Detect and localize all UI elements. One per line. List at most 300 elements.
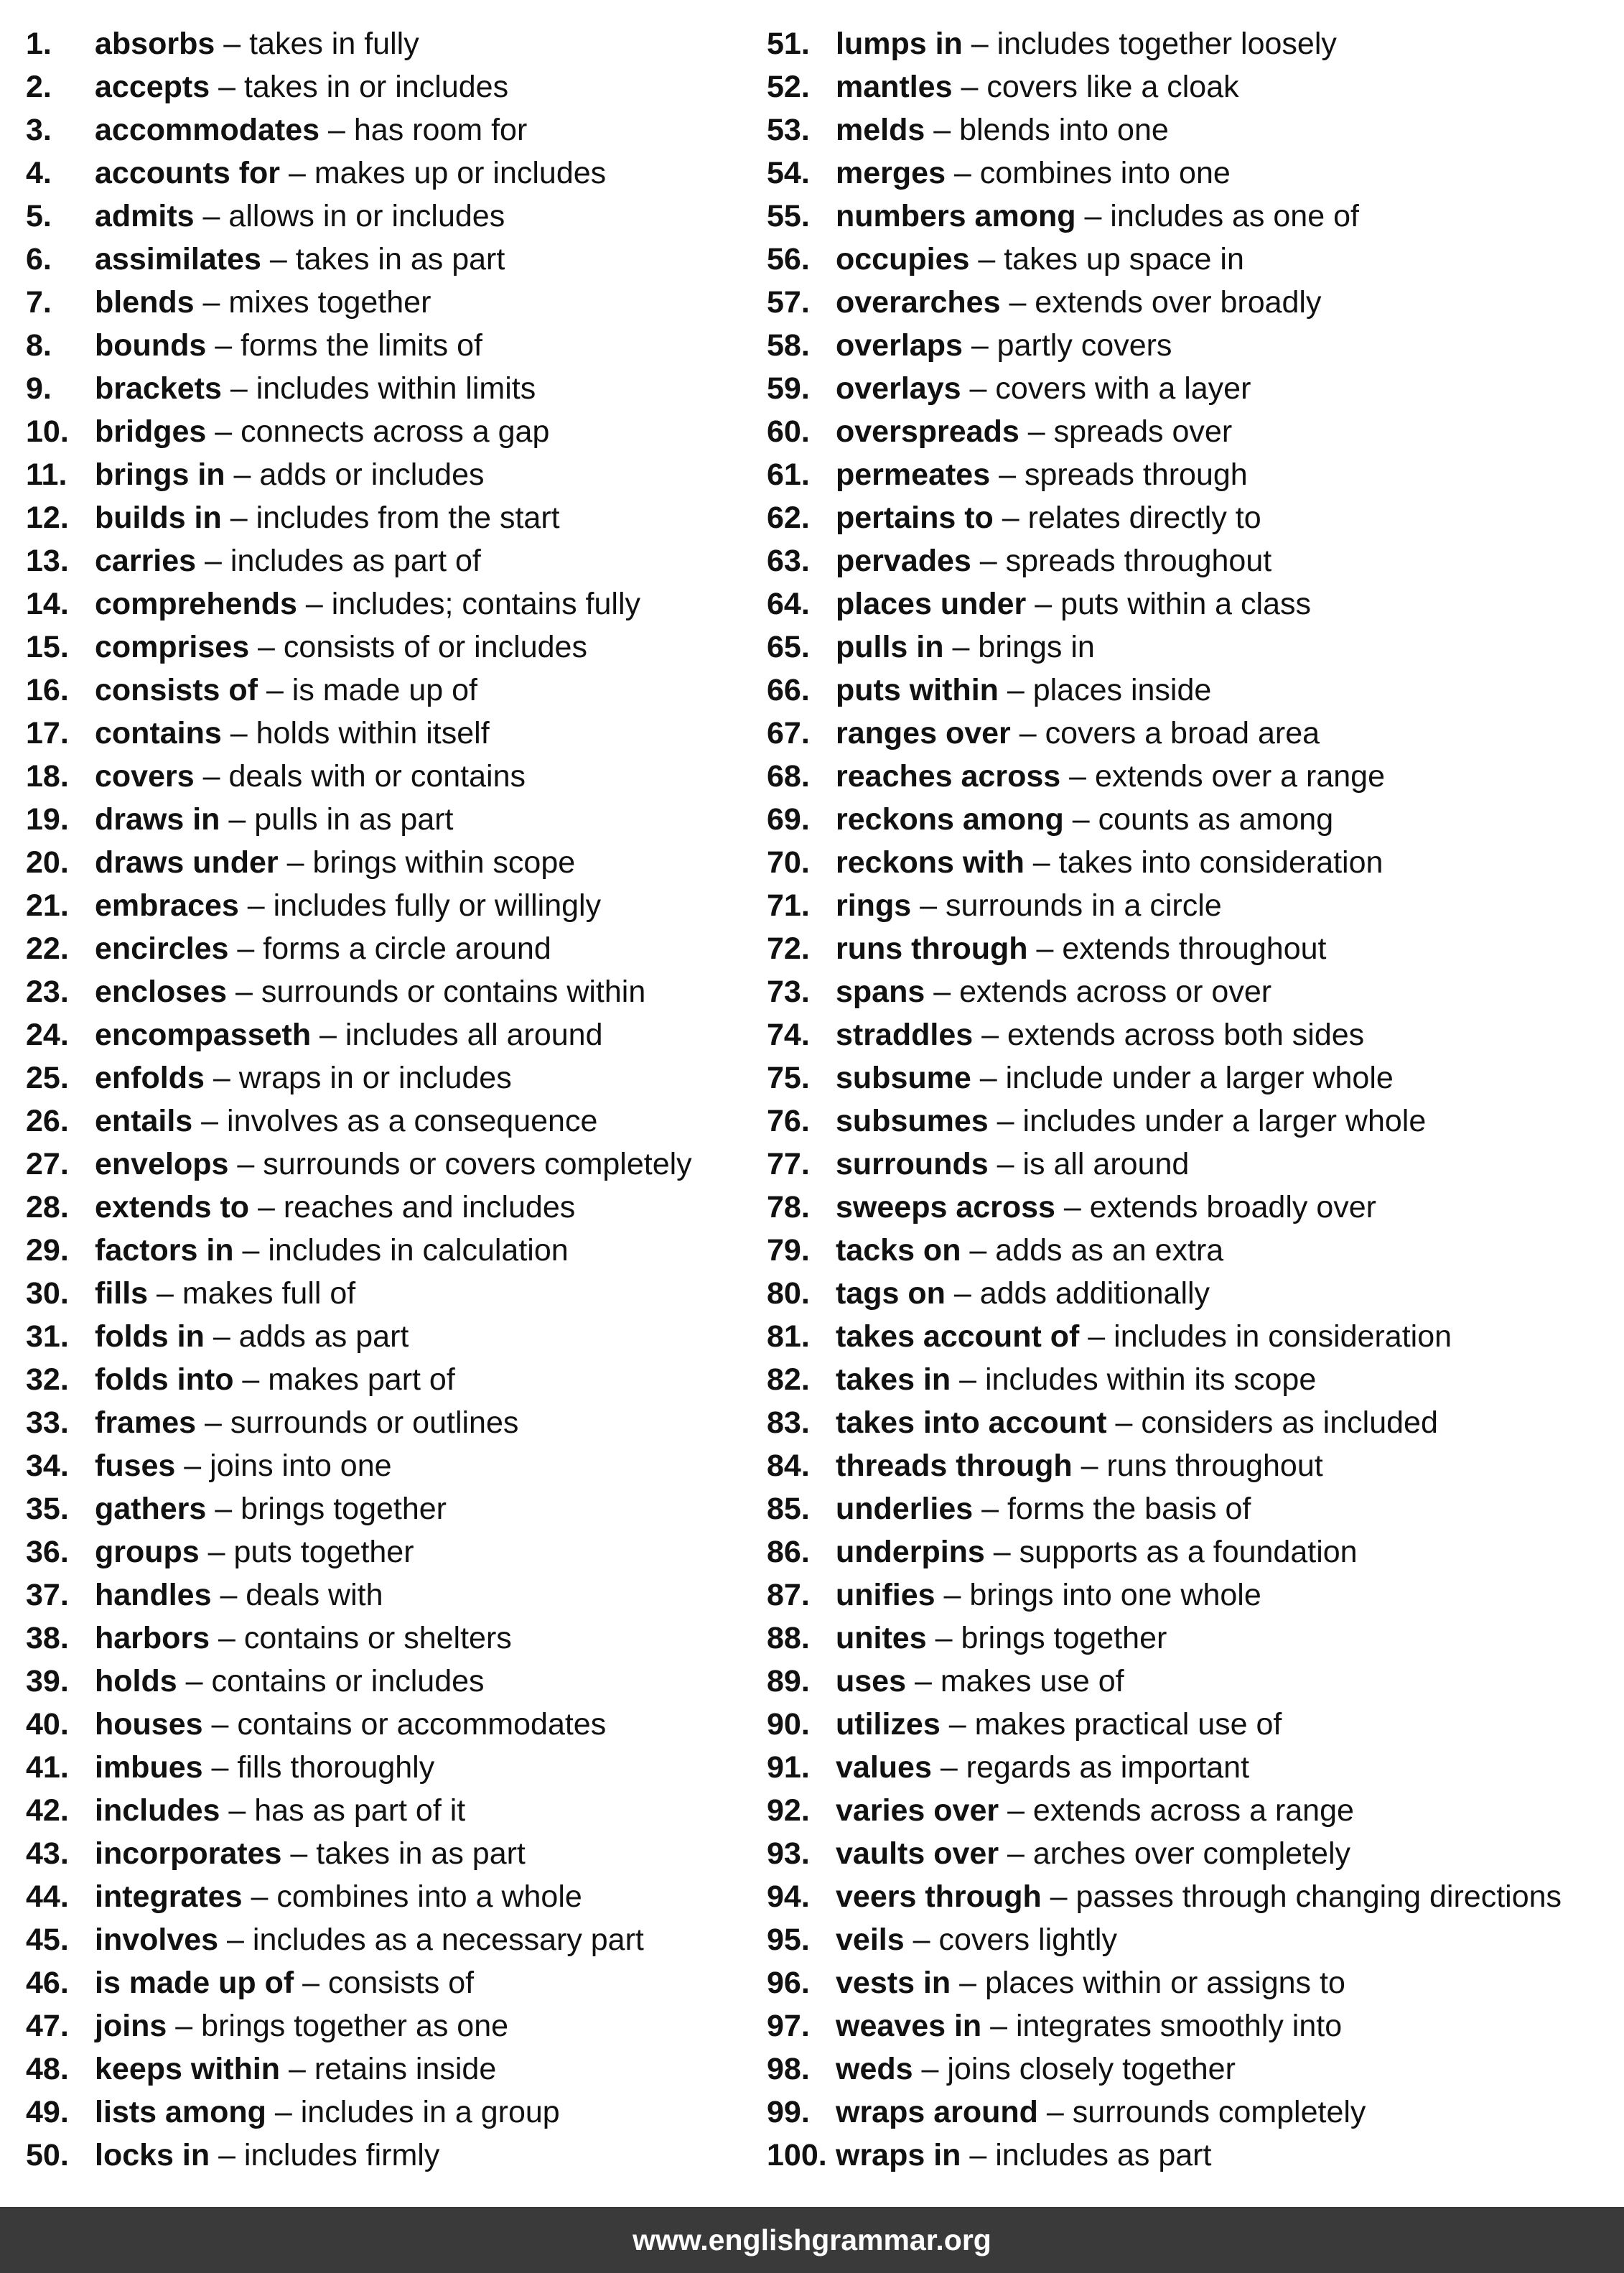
item-number: 80. [767,1276,810,1311]
list-item [767,755,1621,798]
item-number: 43. [26,1836,69,1871]
list-item [26,496,744,539]
item-number: 47. [26,2009,69,2043]
item-term: keeps within [95,2052,281,2086]
item-number: 82. [767,1362,810,1397]
item-definition: – involves as a consequence [192,1104,598,1138]
item-number: 78. [767,1190,810,1224]
list-item [767,2134,1621,2177]
item-definition: – brings within scope [278,845,576,880]
item-definition: – makes use of [906,1664,1124,1698]
item-definition: – places within or assigns to [951,1966,1345,2000]
item-term: tacks on [836,1233,961,1268]
item-definition: – has as part of it [220,1793,466,1828]
list-item [767,195,1621,238]
item-definition: – supports as a foundation [984,1535,1358,1569]
item-term: brackets [95,371,222,406]
item-definition: – makes practical use of [940,1707,1282,1742]
item-term: takes into account [836,1405,1107,1440]
item-definition: – deals with or contains [194,759,526,794]
item-term: accounts for [95,156,281,190]
item-number: 7. [26,285,52,320]
item-term: underlies [836,1492,974,1526]
item-number: 15. [26,630,69,664]
item-definition: – surrounds in a circle [911,888,1222,923]
item-definition: – combines into one [945,156,1231,190]
item-number: 27. [26,1147,69,1181]
item-number: 87. [767,1578,810,1612]
item-number: 32. [26,1362,69,1397]
item-number: 48. [26,2052,69,2086]
item-number: 34. [26,1449,69,1483]
item-definition: – extends throughout [1027,931,1327,966]
item-term: builds in [95,501,222,535]
item-term: folds into [95,1362,234,1397]
item-definition: – surrounds or outlines [196,1405,519,1440]
list-item [26,927,744,970]
item-number: 86. [767,1535,810,1569]
list-item [767,1789,1621,1832]
list-item [26,626,744,669]
item-term: contains [95,716,222,750]
item-term: overspreads [836,414,1019,449]
list-item [26,1961,744,2004]
item-number: 63. [767,544,810,578]
item-definition: – surrounds or contains within [227,975,646,1009]
list-item [767,65,1621,108]
item-term: subsume [836,1061,971,1095]
item-definition: – passes through changing directions [1041,1879,1562,1914]
item-definition: – consists of or includes [249,630,587,664]
list-item [26,1056,744,1100]
item-definition: – forms the basis of [973,1492,1251,1526]
list-item [767,1530,1621,1574]
item-number: 37. [26,1578,69,1612]
list-item [26,841,744,884]
item-definition: – makes part of [233,1362,455,1397]
list-item [767,1832,1621,1875]
footer-bar [0,2207,1624,2273]
item-number: 42. [26,1793,69,1828]
item-definition: – contains or accommodates [202,1707,607,1742]
list-item [767,798,1621,841]
item-number: 68. [767,759,810,794]
item-term: lists among [95,2095,266,2129]
item-number: 51. [767,27,810,61]
list-item [767,2091,1621,2134]
item-term: uses [836,1664,907,1698]
item-number: 17. [26,716,69,750]
item-definition: – brings together [206,1492,447,1526]
list-item [767,410,1621,453]
list-item [767,626,1621,669]
list-item [26,1746,744,1789]
item-definition: – includes within its scope [951,1362,1317,1397]
item-definition: – puts together [199,1535,414,1569]
list-item [26,712,744,755]
item-term: vaults over [836,1836,999,1871]
item-term: encloses [95,975,228,1009]
item-definition: – brings in [943,630,1095,664]
item-term: places under [836,587,1027,621]
item-term: tags on [836,1276,946,1311]
item-number: 36. [26,1535,69,1569]
list-item [767,281,1621,324]
item-number: 9. [26,371,52,406]
item-term: factors in [95,1233,234,1268]
item-definition: – joins closely together [913,2052,1236,2086]
item-term: veils [836,1923,905,1957]
item-number: 26. [26,1104,69,1138]
item-definition: – includes as a necessary part [218,1923,644,1957]
item-definition: – relates directly to [993,501,1261,535]
item-number: 81. [767,1319,810,1354]
list-item [767,1703,1621,1746]
item-number: 83. [767,1405,810,1440]
item-number: 84. [767,1449,810,1483]
item-definition: – joins into one [175,1449,392,1483]
item-definition: – arches over completely [999,1836,1351,1871]
item-definition: – takes in as part [281,1836,526,1871]
item-number: 33. [26,1405,69,1440]
item-definition: – extends across or over [925,975,1272,1009]
item-number: 62. [767,501,810,535]
item-term: overlays [836,371,961,406]
item-number: 95. [767,1923,810,1957]
list-item [767,1444,1621,1487]
item-definition: – runs throughout [1072,1449,1323,1483]
list-item [26,2047,744,2091]
item-term: absorbs [95,27,215,61]
item-term: lumps in [836,27,963,61]
list-item [767,1746,1621,1789]
item-definition: – spreads throughout [971,544,1272,578]
item-definition: – includes firmly [210,2138,440,2172]
list-item [26,238,744,281]
item-term: utilizes [836,1707,941,1742]
list-item [26,798,744,841]
item-definition: – includes as part [961,2138,1212,2172]
item-number: 90. [767,1707,810,1742]
item-number: 4. [26,156,52,190]
item-number: 55. [767,199,810,233]
item-term: fills [95,1276,149,1311]
item-term: values [836,1750,932,1785]
item-definition: – covers lightly [904,1923,1117,1957]
item-definition: – takes into consideration [1024,845,1383,880]
item-number: 21. [26,888,69,923]
item-number: 85. [767,1492,810,1526]
item-number: 19. [26,802,69,837]
item-term: threads through [836,1449,1073,1483]
list-item [767,152,1621,195]
list-item [767,238,1621,281]
item-number: 8. [26,328,52,363]
list-item [767,1100,1621,1143]
footer-website: www.englishgrammar.org [633,2223,991,2256]
item-number: 39. [26,1664,69,1698]
list-item [767,2047,1621,2091]
list-item [767,22,1621,65]
list-item [767,970,1621,1013]
list-item [26,65,744,108]
item-number: 99. [767,2095,810,2129]
list-item [26,1358,744,1401]
item-number: 35. [26,1492,69,1526]
item-number: 89. [767,1664,810,1698]
list-item [26,281,744,324]
item-number: 66. [767,673,810,707]
item-number: 31. [26,1319,69,1354]
item-definition: – extends broadly over [1055,1190,1376,1224]
item-definition: – covers a broad area [1010,716,1320,750]
item-number: 60. [767,414,810,449]
item-number: 23. [26,975,69,1009]
list-item [767,841,1621,884]
item-term: overlaps [836,328,963,363]
item-number: 53. [767,113,810,147]
item-number: 44. [26,1879,69,1914]
list-item [26,1143,744,1186]
list-item [26,1229,744,1272]
list-item [26,1013,744,1056]
item-definition: – puts within a class [1026,587,1312,621]
item-term: groups [95,1535,200,1569]
item-term: holds [95,1664,177,1698]
item-term: pertains to [836,501,994,535]
item-definition: – makes up or includes [280,156,607,190]
list-item [767,539,1621,582]
list-item [26,1918,744,1961]
list-item [26,2091,744,2134]
list-item [26,2004,744,2047]
item-definition: – allows in or includes [194,199,505,233]
item-number: 71. [767,888,810,923]
item-number: 46. [26,1966,69,2000]
item-number: 52. [767,70,810,104]
item-definition: – fills thoroughly [202,1750,435,1785]
list-item [26,1100,744,1143]
item-definition: – includes from the start [221,501,560,535]
item-term: numbers among [836,199,1076,233]
item-definition: – includes as one of [1075,199,1359,233]
item-number: 10. [26,414,69,449]
item-definition: – counts as among [1063,802,1334,837]
item-definition: – connects across a gap [206,414,550,449]
item-number: 1. [26,27,52,61]
item-number: 57. [767,285,810,320]
item-term: folds in [95,1319,205,1354]
item-term: takes in [836,1362,951,1397]
list-item [26,324,744,367]
item-term: underpins [836,1535,985,1569]
list-item [26,1315,744,1358]
list-item [767,1358,1621,1401]
item-term: is made up of [95,1966,294,2000]
item-definition: – includes as part of [196,544,481,578]
item-number: 14. [26,587,69,621]
item-term: accommodates [95,113,320,147]
list-item [26,1272,744,1315]
item-definition: – brings into one whole [935,1578,1261,1612]
item-term: carries [95,544,197,578]
list-item [767,1487,1621,1530]
list-item [767,1961,1621,2004]
item-term: harbors [95,1621,210,1655]
list-item [26,1487,744,1530]
item-number: 20. [26,845,69,880]
item-term: straddles [836,1018,974,1052]
item-number: 12. [26,501,69,535]
list-item [26,539,744,582]
item-number: 100. [767,2138,827,2172]
item-definition: – extends across a range [999,1793,1354,1828]
item-term: reaches across [836,759,1061,794]
item-term: bridges [95,414,207,449]
item-definition: – wraps in or includes [204,1061,512,1095]
item-number: 77. [767,1147,810,1181]
item-term: draws in [95,802,220,837]
item-term: unites [836,1621,927,1655]
list-item [26,453,744,496]
list-item [26,1875,744,1918]
item-number: 29. [26,1233,69,1268]
item-term: pervades [836,544,971,578]
item-definition: – blends into one [925,113,1169,147]
list-item [26,1789,744,1832]
item-term: pulls in [836,630,944,664]
item-number: 70. [767,845,810,880]
item-term: enfolds [95,1061,205,1095]
item-term: spans [836,975,925,1009]
item-term: encircles [95,931,229,966]
list-item [767,496,1621,539]
list-item [767,927,1621,970]
item-definition: – takes in as part [261,242,505,276]
item-term: integrates [95,1879,243,1914]
item-number: 3. [26,113,52,147]
item-definition: – includes under a larger whole [988,1104,1427,1138]
item-term: comprehends [95,587,297,621]
item-number: 2. [26,70,52,104]
item-term: puts within [836,673,999,707]
item-number: 73. [767,975,810,1009]
item-term: weaves in [836,2009,982,2043]
item-term: locks in [95,2138,210,2172]
item-definition: – regards as important [931,1750,1250,1785]
item-definition: – brings together [926,1621,1167,1655]
list-item [767,712,1621,755]
list-item [767,1918,1621,1961]
item-number: 64. [767,587,810,621]
item-term: runs through [836,931,1028,966]
item-term: consists of [95,673,258,707]
list-item [767,1229,1621,1272]
item-definition: – brings together as one [167,2009,509,2043]
item-term: joins [95,2009,167,2043]
item-number: 6. [26,242,52,276]
item-definition: – reaches and includes [249,1190,576,1224]
item-term: wraps in [836,2138,961,2172]
list-item [26,669,744,712]
item-definition: – includes; contains fully [297,587,641,621]
list-item [26,1832,744,1875]
item-number: 28. [26,1190,69,1224]
item-definition: – includes together loosely [962,27,1337,61]
item-definition: – includes in calculation [233,1233,569,1268]
list-item [767,1660,1621,1703]
list-item [767,108,1621,152]
list-item [26,152,744,195]
item-term: encompasseth [95,1018,312,1052]
list-item [26,1574,744,1617]
item-term: fuses [95,1449,176,1483]
list-item [767,1186,1621,1229]
item-definition: – considers as included [1106,1405,1438,1440]
item-term: surrounds [836,1147,989,1181]
item-term: merges [836,156,946,190]
list-item [26,582,744,626]
item-term: imbues [95,1750,203,1785]
list-item [767,582,1621,626]
item-number: 30. [26,1276,69,1311]
item-term: incorporates [95,1836,282,1871]
item-definition: – mixes together [194,285,431,320]
item-number: 41. [26,1750,69,1785]
left-column [26,22,744,2177]
item-definition: – includes in a group [266,2095,560,2129]
list-item [26,410,744,453]
item-definition: – extends over broadly [1000,285,1322,320]
item-term: extends to [95,1190,250,1224]
right-column [767,22,1621,2177]
item-definition: – holds within itself [221,716,490,750]
item-definition: – places inside [998,673,1212,707]
item-number: 93. [767,1836,810,1871]
item-number: 91. [767,1750,810,1785]
item-term: frames [95,1405,197,1440]
item-term: wraps around [836,2095,1038,2129]
item-number: 75. [767,1061,810,1095]
list-item [767,1143,1621,1186]
list-item [767,1013,1621,1056]
item-term: takes account of [836,1319,1080,1354]
item-number: 94. [767,1879,810,1914]
item-definition: – surrounds completely [1037,2095,1366,2129]
item-definition: – retains inside [280,2052,497,2086]
item-definition: – is all around [988,1147,1190,1181]
item-definition: – adds as part [204,1319,409,1354]
item-term: involves [95,1923,219,1957]
list-item [767,884,1621,927]
item-term: unifies [836,1578,935,1612]
item-number: 5. [26,199,52,233]
list-item [767,1617,1621,1660]
item-number: 16. [26,673,69,707]
list-item [767,1875,1621,1918]
item-term: reckons among [836,802,1064,837]
list-item [767,2004,1621,2047]
item-definition: – forms a circle around [228,931,551,966]
item-term: subsumes [836,1104,989,1138]
item-term: rings [836,888,912,923]
item-definition: – spreads through [990,457,1248,492]
item-term: covers [95,759,195,794]
list-item [767,1315,1621,1358]
item-number: 74. [767,1018,810,1052]
item-number: 40. [26,1707,69,1742]
list-item [767,1056,1621,1100]
